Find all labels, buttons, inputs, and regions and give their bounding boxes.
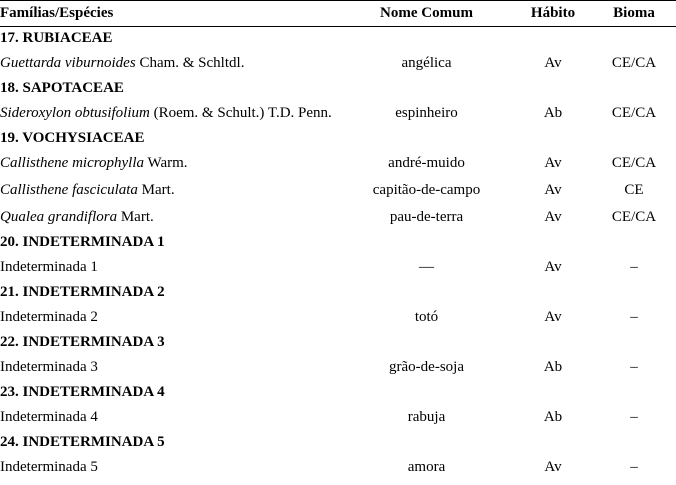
habit: Av [544, 182, 562, 198]
family-row [0, 231, 676, 254]
common-name: pau-de-terra [389, 209, 464, 225]
common-name: espinheiro [395, 105, 458, 121]
species-author: Warm. [147, 155, 188, 171]
scientific-name: Qualea grandiflora [0, 209, 118, 225]
species-row [0, 354, 676, 381]
species-row [0, 404, 676, 431]
species-row [0, 304, 676, 331]
scientific-name: Sideroxylon obtusifolium [0, 105, 150, 121]
habit: Av [544, 459, 562, 475]
scientific-name: Guettarda viburnoides [0, 55, 136, 71]
family-name: 22. INDETERMINADA 3 [0, 334, 165, 350]
biome: – [630, 259, 638, 275]
species-author: Mart. [141, 182, 175, 198]
species-label: Indeterminada 5 [0, 459, 98, 475]
species-name-cell [0, 177, 339, 204]
species-name-cell [0, 454, 339, 481]
family-row [0, 381, 676, 404]
family-name: 21. INDETERMINADA 2 [0, 284, 165, 300]
header-family: Famílias/Espécies [0, 5, 114, 21]
habit: Av [544, 259, 562, 275]
family-name: 19. VOCHYSIACEAE [0, 130, 145, 146]
header-biome: Bioma [613, 5, 655, 21]
family-row [0, 431, 676, 454]
scientific-name: Callisthene microphylla [0, 155, 145, 171]
biome: – [630, 359, 638, 375]
habit: Ab [543, 105, 563, 121]
biome: – [630, 309, 638, 325]
habit: Av [544, 209, 562, 225]
biome: CE/CA [611, 55, 657, 71]
habit: Av [544, 309, 562, 325]
species-name-cell [0, 304, 339, 331]
species-row [0, 177, 676, 204]
biome: – [630, 459, 638, 475]
family-row [0, 331, 676, 354]
family-name: 24. INDETERMINADA 5 [0, 434, 165, 450]
species-name-cell [0, 404, 339, 431]
habit: Ab [543, 409, 563, 425]
species-row [0, 150, 676, 177]
species-label: Indeterminada 4 [0, 409, 98, 425]
family-row [0, 127, 676, 150]
species-row [0, 204, 676, 231]
species-label: Indeterminada 3 [0, 359, 98, 375]
common-name: angélica [401, 55, 452, 71]
scientific-name: Callisthene fasciculata [0, 182, 138, 198]
biome: CE/CA [611, 155, 657, 171]
biome: – [630, 409, 638, 425]
family-row [0, 27, 676, 51]
species-label: Indeterminada 1 [0, 259, 98, 275]
habit: Ab [543, 359, 563, 375]
species-name-cell [0, 150, 339, 177]
species-name-cell [0, 254, 339, 281]
species-row [0, 254, 676, 281]
table-body [0, 27, 676, 482]
biome: CE [624, 182, 644, 198]
species-row [0, 454, 676, 481]
family-name: 23. INDETERMINADA 4 [0, 384, 165, 400]
common-name: capitão-de-campo [372, 182, 481, 198]
species-name-cell [0, 354, 339, 381]
species-name-cell [0, 100, 339, 127]
header-row [0, 1, 676, 27]
family-name: 17. RUBIACEAE [0, 30, 113, 46]
common-name: amora [407, 459, 446, 475]
species-name-cell [0, 204, 339, 231]
common-name: grão-de-soja [389, 359, 464, 375]
biome: CE/CA [611, 105, 657, 121]
table-header [0, 1, 676, 27]
common-name: totó [414, 309, 439, 325]
species-row [0, 50, 676, 77]
header-common-name: Nome Comum [380, 5, 473, 21]
common-name: rabuja [407, 409, 446, 425]
species-row [0, 100, 676, 127]
habit: Av [544, 155, 562, 171]
family-name: 20. INDETERMINADA 1 [0, 234, 165, 250]
habit: Av [544, 55, 562, 71]
species-author: (Roem. & Schult.) T.D. Penn. [153, 105, 332, 121]
species-label: Indeterminada 2 [0, 309, 98, 325]
species-author: Cham. & Schltdl. [139, 55, 245, 71]
family-row [0, 77, 676, 100]
family-row [0, 281, 676, 304]
species-author: Mart. [120, 209, 154, 225]
biome: CE/CA [611, 209, 657, 225]
common-name: andré-muido [388, 155, 465, 171]
family-name: 18. SAPOTACEAE [0, 80, 124, 96]
common-name: — [419, 259, 434, 275]
species-name-cell [0, 50, 339, 77]
header-habit: Hábito [530, 5, 576, 21]
